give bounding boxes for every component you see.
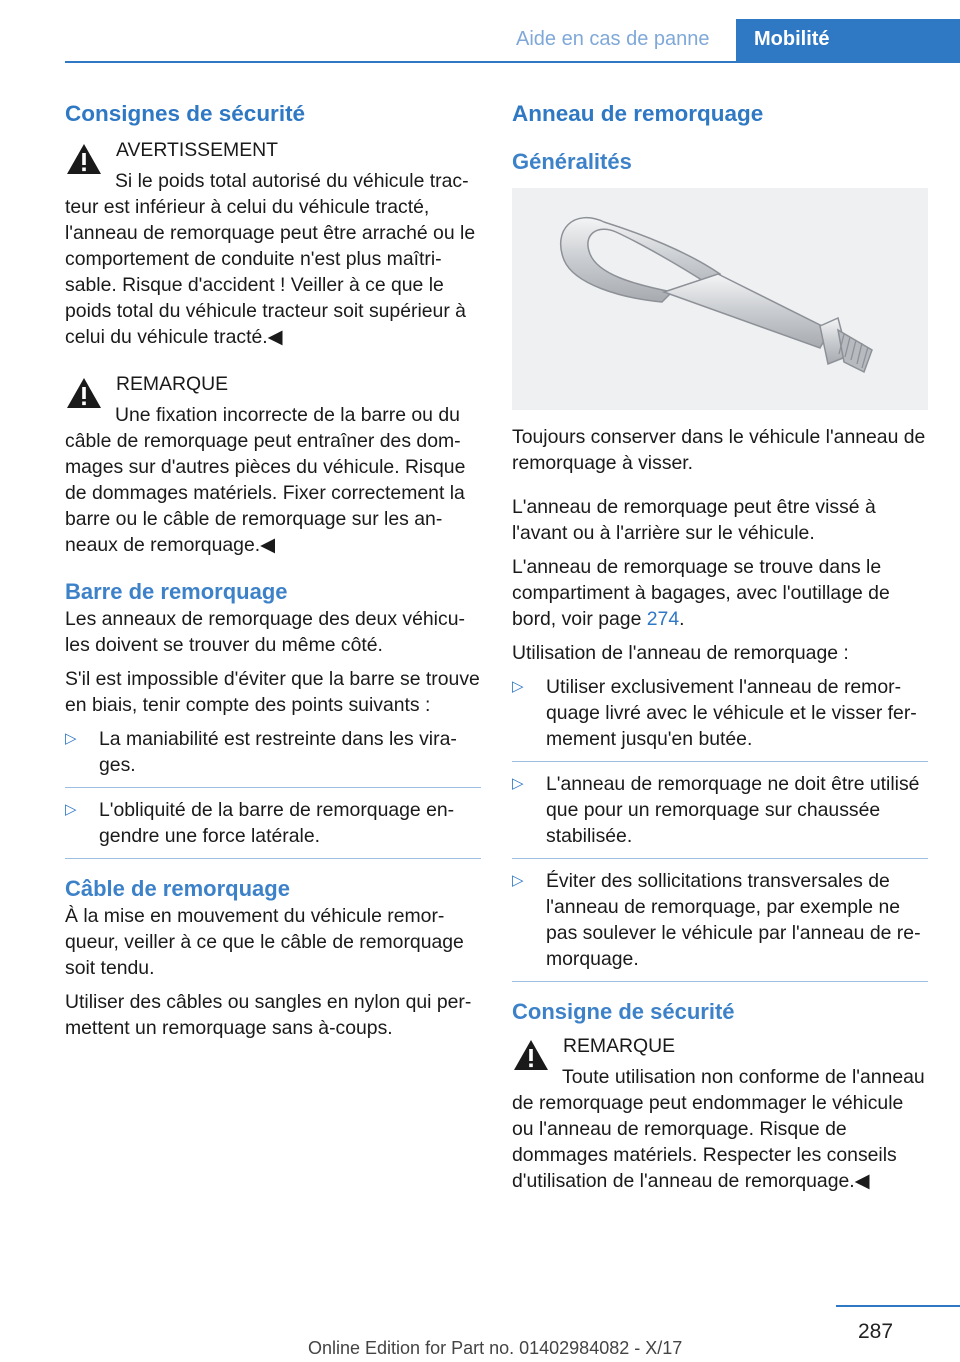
heading-safety: Consignes de sécurité bbox=[65, 101, 306, 126]
header-section-title: Aide en cas de panne bbox=[516, 28, 710, 50]
paragraph: L'anneau de remorquage se trouve dans le compartiment à bagages, avec l'outillage de bord, voir page 274. bbox=[512, 556, 890, 630]
heading-tow-bar: Barre de remorquage bbox=[65, 579, 288, 604]
paragraph: Les anneaux de remorquage des deux véhicules doivent se trouver du même côté. bbox=[65, 608, 465, 656]
left-column bbox=[65, 100, 481, 1049]
heading-general: Généralités bbox=[512, 149, 632, 174]
warning-triangle-icon bbox=[65, 376, 103, 410]
list-item: ▷ Éviter des sollicitations transversales de l'anneau de remorquage, par exemple ne pas soulever le véhicule par l'anneau de remorquage. bbox=[512, 868, 928, 982]
bullet-arrow-icon: ▷ bbox=[65, 730, 77, 747]
notice-title: REMARQUE bbox=[563, 1035, 676, 1057]
notice-text: Une fixation incorrecte de la barre ou du câble de remorquage peut entraîner des dommages sur d'autres pièces du véhicule. Risque de dommages matériels. Fixer correctement la barre ou le câble de remorquage sur les anneaux de remorquage.◀ bbox=[65, 404, 466, 556]
bullet-arrow-icon: ▷ bbox=[512, 775, 524, 792]
heading-tow-cable: Câble de remorquage bbox=[65, 876, 290, 901]
warning-box bbox=[65, 136, 481, 350]
tow-ring-icon bbox=[512, 188, 928, 410]
notice-text: Toute utilisation non conforme de l'anneau de remorquage peut endommager le véhicule ou l'anneau de remorquage. Risque de dommages matériels. Respecter les conseils d'utilisation de l'anneau de remorquage.◀ bbox=[512, 1066, 925, 1192]
list-item: ▷ L'obliquité de la barre de remorquage engendre une force latérale. bbox=[65, 797, 481, 859]
heading-tow-ring: Anneau de remorquage bbox=[512, 101, 764, 126]
page-number-rule bbox=[836, 1305, 960, 1307]
page-number: 287 bbox=[858, 1320, 894, 1343]
heading-safety-note: Consigne de sécurité bbox=[512, 999, 735, 1024]
bullet-arrow-icon: ▷ bbox=[512, 872, 524, 889]
bullet-list bbox=[65, 726, 481, 859]
warning-title: AVERTISSEMENT bbox=[116, 139, 278, 161]
right-column bbox=[512, 100, 928, 1206]
bullet-arrow-icon: ▷ bbox=[65, 801, 77, 818]
paragraph: À la mise en mouvement du véhicule remorqueur, veiller à ce que le câble de remorquage soit tendu. bbox=[65, 905, 464, 979]
edition-footer: Online Edition for Part no. 01402984082 - X/17 bbox=[308, 1338, 683, 1358]
page-reference-link[interactable]: 274 bbox=[646, 608, 680, 630]
warning-triangle-icon bbox=[512, 1038, 550, 1072]
bullet-arrow-icon: ▷ bbox=[512, 678, 524, 695]
notice-box bbox=[65, 370, 481, 558]
paragraph: S'il est impossible d'éviter que la barre se trouve en biais, tenir compte des points suivants : bbox=[65, 668, 480, 716]
tow-ring-illustration bbox=[512, 188, 928, 410]
bullet-list bbox=[512, 674, 928, 982]
warning-text: Si le poids total autorisé du véhicule tracteur est inférieur à celui du véhicule tracté, l'anneau de remorquage peut être arraché ou le comportement de conduite n'est plus maîtrisable. Risque d'accident ! Veiller à ce que le poids total du véhicule tracteur soit supérieur à celui du véhicule tracté.◀ bbox=[65, 170, 476, 348]
list-item: ▷ L'anneau de remorquage ne doit être utilisé que pour un remorquage sur chaussée stabilisée. bbox=[512, 771, 928, 859]
paragraph: Toujours conserver dans le véhicule l'anneau de remorquage à visser. bbox=[512, 426, 926, 474]
paragraph: L'anneau de remorquage peut être vissé à l'avant ou à l'arrière sur le véhicule. bbox=[512, 496, 876, 544]
warning-triangle-icon bbox=[65, 142, 103, 176]
paragraph: Utiliser des câbles ou sangles en nylon qui permettent un remorquage sans à-coups. bbox=[65, 991, 472, 1039]
header-chapter-tab: Mobilité bbox=[736, 19, 960, 63]
notice-title: REMARQUE bbox=[116, 373, 229, 395]
notice-box bbox=[512, 1032, 928, 1194]
paragraph: Utilisation de l'anneau de remorquage : bbox=[512, 642, 849, 664]
list-item: ▷ La maniabilité est restreinte dans les virages. bbox=[65, 726, 481, 788]
list-item: ▷ Utiliser exclusivement l'anneau de remorquage livré avec le véhicule et le visser fermement jusqu'en butée. bbox=[512, 674, 928, 762]
